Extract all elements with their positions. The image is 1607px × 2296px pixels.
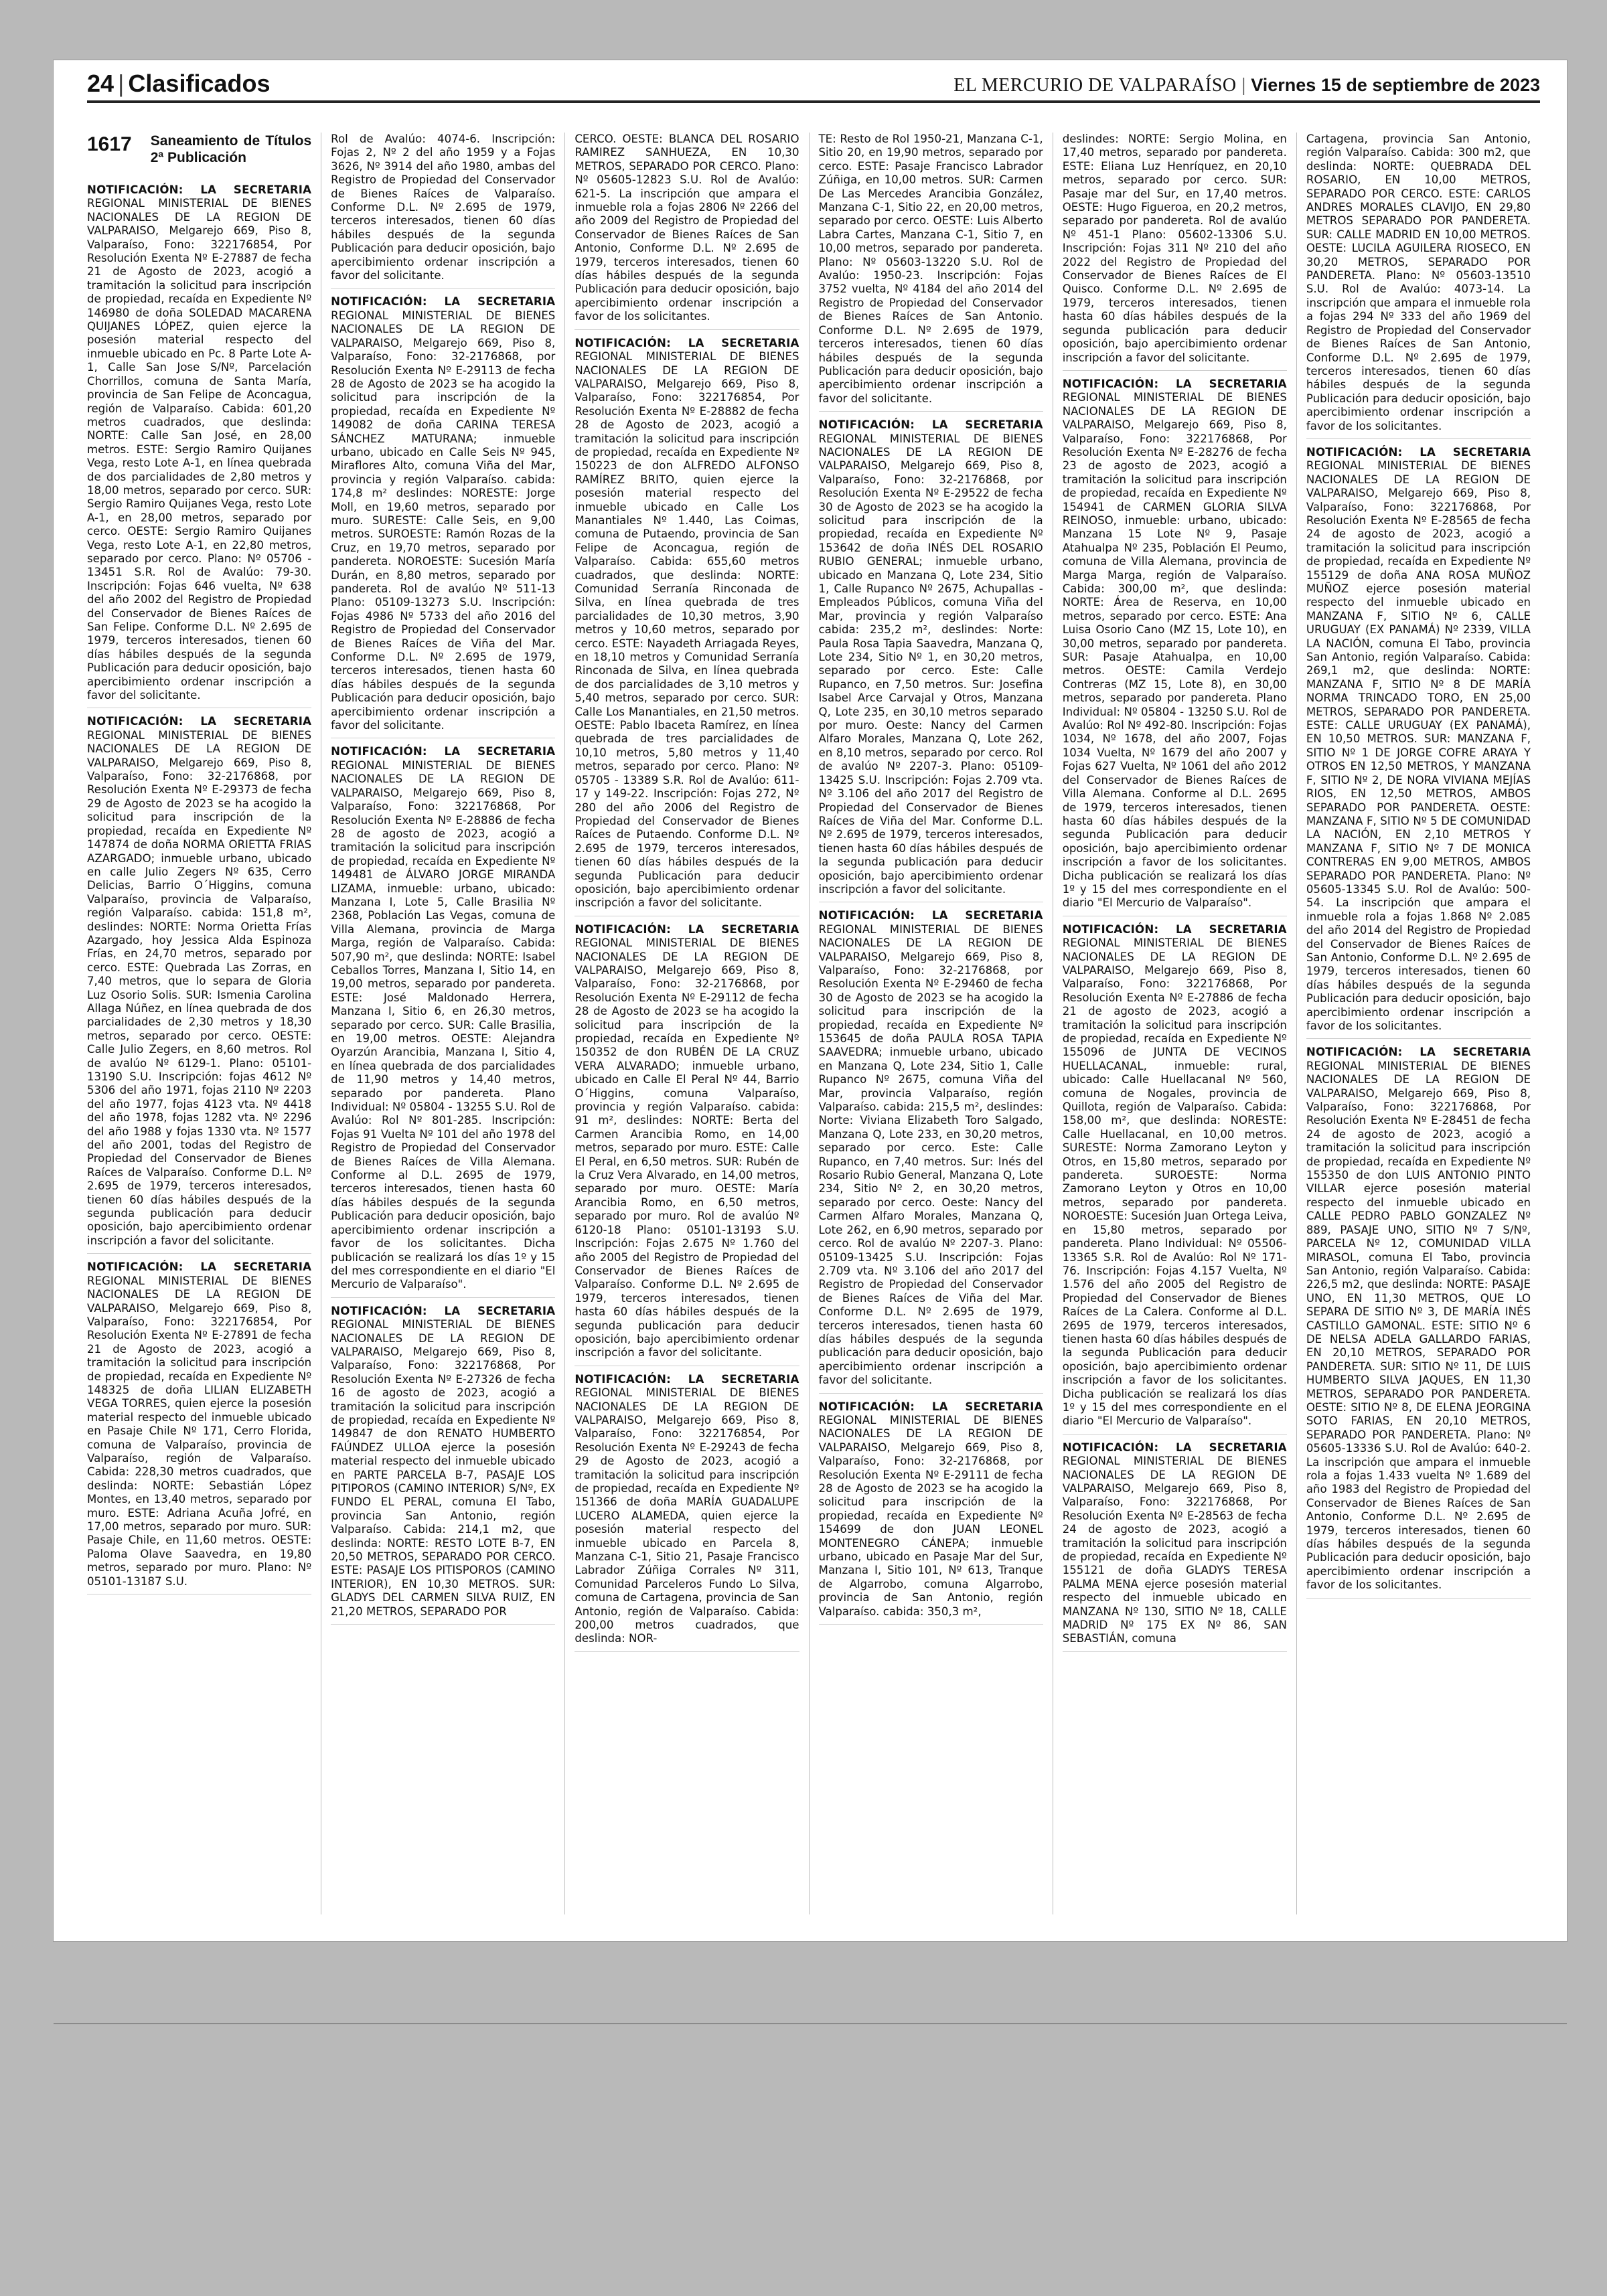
notice-body (331, 1305, 555, 1619)
notice-lead: NOTIFICACIÓN: LA SECRETARIA (87, 1260, 312, 1274)
notice-lead: NOTIFICACIÓN: LA SECRETARIA (575, 336, 799, 349)
classified-columns (87, 133, 1540, 1914)
notice-body (819, 133, 1043, 406)
notice-lead: NOTIFICACIÓN: LA SECRETARIA (331, 295, 556, 309)
notice-lead: NOTIFICACIÓN: LA SECRETARIA (818, 418, 1043, 432)
legal-notice (87, 1260, 311, 1594)
column-5 (1053, 133, 1296, 1914)
notice-text: REGIONAL MINISTERIAL DE BIENES NACIONALES DE LA REGION DE VALPARAISO, Melgarejo 669, Piso 8, Valparaíso, Fono: 322176854, Por Resolución Exenta Nº E-28882 de fecha 28 de Agosto de 2023, acogió a tramitación la solicitud para inscripción de propiedad, recaída en Expediente Nº 150223 de don ALFREDO ALFONSO RAMÍREZ BRITO, quien ejerce la posesión material respecto del inmueble ubicado en Calle Los Manantiales Nº 1.440, Las Coimas, comuna de Putaendo, provincia de San Felipe de Aconcagua, región de Valparaíso. Cabida: 655,60 metros cuadrados, que deslinda: NORTE: Comunidad Serranía Rinconada de Silva, en línea quebrada de tres parcialidades de 10,30 metros, 3,90 metros y 10,60 metros, separado por cerco. ESTE: Nayadeth Arriagada Reyes, en 18,10 metros y Comunidad Serranía Rinconada de Silva, en línea quebrada de dos parcialidades de 3,10 metros y 5,40 metros, separado por cerco. SUR: Calle Los Manantiales, en 21,50 metros. OESTE: Pablo Ibaceta Ramírez, en línea quebrada de tres parcialidades de 10,10 metros, 5,80 metros y 11,40 metros, separado por cerco. Plano: Nº 05705 - 13389 S.R. Rol de Avalúo: 611-17 y 149-22. Inscripción: Fojas 272, Nº 280 del año 2006 del Registro de Propiedad del Conservador de Bienes Raíces de Putaendo. Conforme D.L. Nº 2.695 de 1979, terceros interesados, tienen 60 días hábiles después de la segunda Publicación para deducir oposición, bajo apercibimiento ordenar inscripción a favor del solicitante. (575, 350, 799, 910)
notice-lead: NOTIFICACIÓN: LA SECRETARIA (1062, 1441, 1287, 1454)
issue-date: Viernes 15 de septiembre de 2023 (1251, 75, 1540, 95)
notice-continuation (575, 133, 799, 330)
notice-text: REGIONAL MINISTERIAL DE BIENES NACIONALES DE LA REGION DE VALPARAISO, Melgarejo 669, Piso 8, Valparaíso, Fono: 32-2176868, por Resolución Exenta Nº E-29522 de fecha 30 de Agosto de 2023 se ha acogido la solicitud para inscripción de la propiedad, recaída en Expediente Nº 153642 de doña INÉS DEL ROSARIO RUBIO GENERAL; inmueble urbano, ubicado en Manzana Q, Lote 234, Sitio 1, Calle Rupanco Nº 2675, Achupallas - Empleados Públicos, comuna Viña del Mar, provincia y región Valparaíso cabida: 235,2 m², deslindes: Norte: Paula Rosa Tapia Saavedra, Manzana Q, Lote 234, Sitio Nº 1, en 30,20 metros, separado por cerco. Este: Calle Rupanco, en 7,50 metros. Sur: Josefina Isabel Arce Carvajal y Otros, Manzana Q, Lote 235, en 30,10 metros separado por muro. Oeste: Nancy del Carmen Alfaro Morales, Manzana Q, Lote 262, en 8,10 metros, separado por cerco. Rol de avalúo Nº 2207-3. Plano: 05109-13425 S.U. Inscripción: Fojas 2.709 vta. Nº 3.106 del año 2017 del Registro de Propiedad del Conservador de Bienes Raíces de Viña del Mar. Conforme D.L. Nº 2.695 de 1979, terceros interesados, tienen hasta 60 días hábiles después de la segunda publicación para deducir oposición, bajo apercibimiento ordenar inscripción a favor del solicitante. (818, 432, 1043, 896)
notice-body (1063, 133, 1287, 365)
legal-notice (819, 418, 1043, 902)
notice-body (1063, 1441, 1287, 1646)
notice-text: Cartagena, provincia San Antonio, región Valparaíso. Cabida: 300 m2, que deslinda: NORTE: QUEBRADA DEL ROSARIO, EN 10,00 METROS, SEPARADO POR CERCO. ESTE: CARLOS ANDRES MORALES CLAVIJO, EN 29,80 METROS SEPARADO POR PANDERETA. SUR: CALLE MADRID EN 10,00 METROS. OESTE: LUCILA AGUILERA RIOSECO, EN 30,20 METROS, SEPARADO POR PANDERETA. Plano: Nº 05603-13510 S.U. Rol de Avalúo: 4073-14. La inscripción que ampara el inmueble rola a fojas 294 Nº 333 del año 1969 del Registro de Propiedad del Conservador de Bienes Raíces de San Antonio, Conforme D.L. Nº 2.695 de 1979, terceros interesados, tienen 60 días hábiles después de la segunda Publicación para deducir oposición, bajo apercibimiento ordenar inscripción a favor de los solicitantes. (1306, 133, 1531, 432)
legal-notice (819, 1400, 1043, 1625)
notice-lead: NOTIFICACIÓN: LA SECRETARIA (1062, 922, 1287, 936)
notice-body (819, 909, 1043, 1387)
column-1 (87, 133, 321, 1914)
notice-lead: NOTIFICACIÓN: LA SECRETARIA (87, 183, 312, 196)
notice-text: REGIONAL MINISTERIAL DE BIENES NACIONALES DE LA REGION DE VALPARAISO, Melgarejo 669, Piso 8, Valparaíso, Fono: 322176868, Por Resolución Exenta Nº E-28563 de fecha 24 de agosto de 2023, acogió a tramitación la solicitud para inscripción de propiedad, recaída en Expediente Nº 155121 de doña GLADYS TERESA PALMA MENA ejerce posesión material respecto del inmueble ubicado en MANZANA Nº 130, SITIO Nº 18, CALLE MADRID Nº 175 EX Nº 86, SAN SEBASTIÁN, comuna (1062, 1455, 1287, 1645)
notice-body (331, 745, 555, 1291)
section-name: Clasificados (128, 70, 271, 97)
notice-body (331, 295, 555, 732)
notice-body (575, 337, 799, 910)
notice-body (1306, 1046, 1531, 1592)
notice-text: CERCO. OESTE: BLANCA DEL ROSARIO RAMIREZ SANHUEZA, EN 10,30 METROS, SEPARADO POR CERCO. Plano: Nº 05605-12823 S.U. Rol de Avalúo: 621-5. La inscripción que ampara el inmueble rola a fojas 2806 Nº 2266 del año 2009 del Registro de Propiedad del Conservador de Bienes Raíces de San Antonio, Conforme D.L. Nº 2.695 de 1979, terceros interesados, tienen 60 días hábiles después de la segunda Publicación para deducir oposición, bajo apercibimiento ordenar inscripción a favor de los solicitantes. (575, 133, 799, 323)
notice-text: Rol de Avalúo: 4074-6. Inscripción: Fojas 2, Nº 2 del año 1959 y a Fojas 3626, Nº 3914 del año 1980, ambas del Registro de Propiedad del Conservador de Bienes Raíces de Valparaíso. Conforme D.L. Nº 2.695 de 1979, terceros interesados, tienen 60 días hábiles después de la segunda Publicación para deducir oposición, bajo apercibimiento ordenar inscripción a favor del solicitante. (331, 133, 556, 282)
notice-body (1063, 378, 1287, 910)
classified-title: Saneamiento de Títulos 2ª Publicación (150, 133, 312, 165)
notice-text: REGIONAL MINISTERIAL DE BIENES NACIONALES DE LA REGION DE VALPARAISO, Melgarejo 669, Piso 8, Valparaíso, Fono: 32-2176868, por Resolución Exenta Nº E-29460 de fecha 30 de Agosto de 2023 se ha acogido la solicitud para inscripción de la propiedad, recaída en Expediente Nº 153645 de doña PAULA ROSA TAPIA SAAVEDRA; inmueble urbano, ubicado en Manzana Q, Lote 234, Sitio 1, Calle Rupanco Nº 2675, comuna Viña del Mar, provincia Valparaíso, región Valparaíso. cabida: 215,5 m², deslindes: Norte: Viviana Elizabeth Toro Salgado, Manzana Q, Lote 233, en 30,20 metros, separado por cerco. Este: Calle Rupanco, en 7,40 metros. Sur: Inés del Rosario Rubio General, Manzana Q, Lote 234, Sitio Nº 2, en 30,20 metros, separado por cerco. Oeste: Nancy del Carmen Alfaro Morales, Manzana Q, Lote 262, en 6,90 metros, separado por cerco. Rol de avalúo Nº 2207-3. Plano: 05109-13425 S.U. Inscripción: Fojas 2.709 vta. Nº 3.106 del año 2017 del Registro de Propiedad del Conservador de Bienes Raíces de Viña del Mar. Conforme D.L. Nº 2.695 de 1979, terceros interesados, tienen hasta 60 días hábiles después de la segunda publicación para deducir oposición, bajo apercibimiento ordenar inscripción a favor del solicitante. (818, 922, 1043, 1387)
notice-body (1063, 923, 1287, 1428)
notice-text: REGIONAL MINISTERIAL DE BIENES NACIONALES DE LA REGION DE VALPARAISO, Melgarejo 669, Piso 8, Valparaíso, Fono: 322176868, Por Resolución Exenta Nº E-28886 de fecha 28 de agosto de 2023, acogió a tramitación la solicitud para inscripción de propiedad, recaída en Expediente Nº 149481 de ÁLVARO JORGE MIRANDA LIZAMA, inmueble: urbano, ubicado: Manzana I, Lote 5, Calle Brasilia Nº 2368, Población Las Vegas, comuna de Villa Alemana, provincia de Marga Marga, región de Valparaíso. Cabida: 507,90 m², que deslinda: NORTE: Isabel Ceballos Torres, Manzana I, Sitio 14, en 19,00 metros, separado por pandereta. ESTE: José Maldonado Herrera, Manzana I, Sitio 6, en 26,30 metros, separado por cerco. SUR: Calle Brasilia, en 19,00 metros. OESTE: Alejandra Oyarzún Arancibia, Manzana I, Sitio 4, en línea quebrada de dos parcialidades de 11,90 metros y 14,40 metros, separado por pandereta. Plano Individual: Nº 05804 - 13255 S.U. Rol de Avalúo: Rol Nº 801-285. Inscripción: Fojas 91 Vuelta Nº 101 del año 1978 del Registro de Propiedad del Conservador de Bienes Raíces de Villa Alemana. Conforme al D.L. 2695 de 1979, terceros interesados, tienen hasta 60 días hábiles después de la segunda Publicación para deducir oposición, bajo apercibimiento ordenar inscripción a favor de los solicitantes. Dicha publicación se realizará los días 1º y 15 del mes correspondiente en el diario "El Mercurio de Valparaíso". (331, 758, 556, 1291)
column-3 (564, 133, 808, 1914)
page-number-section (87, 70, 271, 98)
legal-notice (1306, 1046, 1531, 1598)
page-number: 24 (87, 70, 114, 97)
notice-text: REGIONAL MINISTERIAL DE BIENES NACIONALES DE LA REGION DE VALPARAISO, Melgarejo 669, Piso 8, Valparaíso, Fono: 322176868, Por Resolución Exenta Nº E-28276 de fecha 23 de agosto de 2023, acogió a tramitación la solicitud para inscripción de propiedad, recaída en Expediente Nº 154941 de CARMEN GLORIA SILVA REINOSO, inmueble: urbano, ubicado: Manzana 15 Lote Nº 9, Pasaje Atahualpa Nº 235, Población El Peumo, comuna de Villa Alemana, provincia de Marga Marga, región de Valparaíso. Cabida: 300,00 m², que deslinda: NORTE: Área de Reserva, en 10,00 metros, separado por cerco. ESTE: Ana Luisa Osorio Cano (MZ 15, Lote 10), en 30,00 metros, separado por pandereta. SUR: Pasaje Atahualpa, en 10,00 metros. OESTE: Camila Verdejo Contreras (MZ 15, Lote 8), en 30,00 metros, separado por pandereta. Plano Individual: Nº 05804 - 13250 S.U. Rol de Avalúo: Rol Nº 492-80. Inscripción: Fojas 1034, Nº 1678, del año 2007, Fojas 1034 Vuelta, Nº 1679 del año 2007 y Fojas 627 Vuelta, Nº 1061 del año 2012 del Conservador de Bienes Raíces de Villa Alemana. Conforme al D.L. 2695 de 1979, terceros interesados, tienen hasta 60 días hábiles después de la segunda Publicación para deducir oposición, bajo apercibimiento ordenar inscripción a favor de los solicitantes. Dicha publicación se realizará los días 1º y 15 del mes correspondiente en el diario "El Mercurio de Valparaíso". (1062, 391, 1287, 910)
newspaper-name: EL MERCURIO DE VALPARAÍSO (953, 75, 1237, 96)
page-header (87, 67, 1540, 103)
masthead (953, 75, 1540, 96)
notice-body (331, 133, 555, 282)
legal-notice (1063, 1441, 1287, 1652)
notice-lead: NOTIFICACIÓN: LA SECRETARIA (331, 745, 556, 758)
notice-text: REGIONAL MINISTERIAL DE BIENES NACIONALES DE LA REGION DE VALPARAISO, Melgarejo 669, Piso 8, Valparaíso, Fono: 322176868, Por Resolución Exenta Nº E-28451 de fecha 24 de agosto de 2023, acogió a tramitación la solicitud para inscripción de propiedad, recaída en Expediente Nº 155350 de don LUIS ANTONIO PINTO VILLAR ejerce posesión material respecto del inmueble ubicado en CALLE PEDRO PABLO GONZALEZ Nº 889, PASAJE UNO, SITIO Nº 7 S/Nº, PARCELA Nº 12, COMUNIDAD VILLA MIRASOL, comuna El Tabo, provincia San Antonio, región Valparaíso. Cabida: 226,5 m2, que deslinda: NORTE: PASAJE UNO, EN 11,30 METROS, QUE LO SEPARA DE SITIO Nº 3, DE MARÍA INÉS CASTILLO GAMONAL. ESTE: SITIO Nº 6 DE NELSA ADELA GALLARDO FARIAS, EN 20,10 METROS, SEPARADO POR PANDERETA. SUR: SITIO Nº 11, DE LUIS HUMBERTO SILVA JAQUES, EN 11,30 METROS, SEPARADO POR PANDERETA. OESTE: SITIO Nº 8, DE ELENA JEORGINA SOTO FARIAS, EN 20,10 METROS, SEPARADO POR PANDERETA. Plano: Nº 05605-13336 S.U. Rol de Avalúo: 640-2. La inscripción que ampara el inmueble rola a fojas 1.433 vuelta Nº 1.689 del año 1983 del Registro de Propiedad del Conservador de Bienes Raíces de San Antonio, Conforme D.L. Nº 2.695 de 1979, terceros interesados, tienen 60 días hábiles después de la segunda Publicación para deducir oposición, bajo apercibimiento ordenar inscripción a favor de los solicitantes. (1306, 1059, 1531, 1592)
legal-notice (331, 1305, 555, 1625)
notice-text: REGIONAL MINISTERIAL DE BIENES NACIONALES DE LA REGION DE VALPARAISO, Melgarejo 669, Piso 8, Valparaíso, Fono: 322176854, Por Resolución Exenta Nº E-27887 de fecha 21 de Agosto de 2023, acogió a tramitación la solicitud para inscripción de propiedad, recaída en Expediente Nº 146980 de doña SOLEDAD MACARENA QUIJANES LÓPEZ, quien ejerce la posesión material respecto del inmueble ubicado en Pc. 8 Parte Lote A-1, Calle San Jose S/Nº, Parcelación Chorrillos, comuna de Santa María, provincia de San Felipe de Aconcagua, región de Valparaíso. Cabida: 601,20 metros cuadrados, que deslinda: NORTE: Calle San José, en 28,00 metros. ESTE: Sergio Ramiro Quijanes Vega, resto Lote A-1, en línea quebrada de dos parcialidades de 2,80 metros y 18,00 metros, separado por cerco. SUR: Sergio Ramiro Quijanes Vega, resto Lote A-1, en 28,00 metros, separado por cerco. OESTE: Sergio Ramiro Quijanes Vega, resto Lote A-1, en 22,80 metros, separado por cerco. Plano: Nº 05706 - 13451 S.R. Rol de Avalúo: 79-30. Inscripción: Fojas 646 vuelta, Nº 638 del año 2002 del Registro de Propiedad del Conservador de Bienes Raíces de San Felipe. Conforme D.L. Nº 2.695 de 1979, terceros interesados, tienen 60 días hábiles después de la segunda Publicación para deducir oposición, bajo apercibimiento ordenar inscripción a favor del solicitante. (87, 197, 312, 702)
header-separator: | (118, 70, 125, 97)
column-4 (809, 133, 1053, 1914)
legal-notice (1063, 923, 1287, 1434)
legal-notice (575, 923, 799, 1366)
notice-body (87, 1260, 311, 1588)
masthead-separator: | (1241, 75, 1246, 96)
notice-lead: NOTIFICACIÓN: LA SECRETARIA (575, 922, 799, 936)
notice-lead: NOTIFICACIÓN: LA SECRETARIA (818, 909, 1043, 922)
notice-text: REGIONAL MINISTERIAL DE BIENES NACIONALES DE LA REGION DE VALPARAISO, Melgarejo 669, Piso 8, Valparaíso, Fono: 322176868, Por Resolución Exenta Nº E-27886 de fecha 21 de agosto de 2023, acogió a tramitación la solicitud para inscripción de propiedad, recaída en Expediente Nº 155096 de JUNTA DE VECINOS HUELLACANAL, inmueble: rural, ubicado: Calle Huellacanal Nº 560, comuna de Nogales, provincia de Quillota, región de Valparaíso. Cabida: 158,00 m², que deslinda: NORESTE: Calle Huellacanal, en 10,00 metros. SURESTE: Norma Zamorano Leyton y Otros, en 15,80 metros, separado por pandereta. SUROESTE: Norma Zamorano Leyton y Otros en 10,00 metros, separado por pandereta. NOROESTE: Sucesión Juan Ortega Leiva, en 15,80 metros, separado por pandereta. Plano Individual: Nº 05506-13365 S.R. Rol de Avalúo: Rol Nº 171-76. Inscripción: Fojas 4.157 Vuelta, Nº 1.576 del año 2005 del Registro de Propiedad del Conservador de Bienes Raíces de La Calera. Conforme al D.L. 2695 de 1979, terceros interesados, tienen hasta 60 días hábiles después de la segunda Publicación para deducir oposición, bajo apercibimiento ordenar inscripción a favor de los solicitantes. Dicha publicación se realizará los días 1º y 15 del mes correspondiente en el diario "El Mercurio de Valparaíso". (1062, 936, 1287, 1428)
legal-notice (1063, 378, 1287, 916)
notice-body (1306, 133, 1531, 433)
newspaper-page (54, 60, 1567, 1941)
notice-body (819, 418, 1043, 896)
legal-notice (575, 337, 799, 916)
legal-notice (87, 715, 311, 1254)
notice-text: REGIONAL MINISTERIAL DE BIENES NACIONALES DE LA REGION DE VALPARAISO, Melgarejo 669, Piso 8, Valparaíso, Fono: 322176854, Por Resolución Exenta Nº E-27891 de fecha 21 de Agosto de 2023, acogió a tramitación la solicitud para inscripción de propiedad, recaída en Expediente Nº 148325 de doña LILIAN ELIZABETH VEGA TORRES, quien ejerce la posesión material respecto del inmueble ubicado en Pasaje Chile Nº 171, Cerro Florida, comuna de Valparaíso, provincia de Valparaíso, región de Valparaíso. Cabida: 228,30 metros cuadrados, que deslinda: NORTE: Sebastián López Montes, en 13,40 metros, separado por muro. ESTE: Adriana Acuña Jofré, en 17,00 metros, separado por muro. SUR: Pasaje Chile, en 11,60 metros. OESTE: Paloma Olave Saavedra, en 19,80 metros, separado por muro. Plano: Nº 05101-13187 S.U. (87, 1274, 312, 1588)
column-2 (321, 133, 564, 1914)
notice-lead: NOTIFICACIÓN: LA SECRETARIA (818, 1400, 1043, 1413)
legal-notice (575, 1373, 799, 1652)
legal-notice (331, 295, 555, 738)
notice-continuation (819, 133, 1043, 412)
notice-body (575, 133, 799, 324)
notice-text: REGIONAL MINISTERIAL DE BIENES NACIONALES DE LA REGION DE VALPARAISO, Melgarejo 669, Piso 8, Valparaíso, Fono: 322176868, Por Resolución Exenta Nº E-27326 de fecha 16 de agosto de 2023, acogió a tramitación la solicitud para inscripción de propiedad, recaída en Expediente Nº 149847 de don RENATO HUMBERTO FAÚNDEZ ULLOA ejerce la posesión material respecto del inmueble ubicado en PARTE PARCELA B-7, PASAJE LOS PITIPOROS (CAMINO INTERIOR) S/Nº, EX FUNDO EL PERAL, comuna El Tabo, provincia San Antonio, región Valparaíso. Cabida: 214,1 m2, que deslinda: NORTE: RESTO LOTE B-7, EN 20,50 METROS, SEPARADO POR CERCO. ESTE: PASAJE LOS PITISPOROS (CAMINO INTERIOR), EN 10,30 METROS. SUR: GLADYS DEL CARMEN SILVA RUIZ, EN 21,20 METROS, SEPARADO POR (331, 1318, 556, 1618)
notice-body (1306, 446, 1531, 1033)
notice-text: deslindes: NORTE: Sergio Molina, en 17,40 metros, separado por pandereta. ESTE: Eliana Luz Henríquez, en 20,10 metros, separado por cerco. SUR: Pasaje mar del Sur, en 17,40 metros. OESTE: Hugo Figueroa, en 20,2 metros, separado por pandereta. Rol de avalúo Nº 451-1 Plano: 05602-13306 S.U. Inscripción: Fojas 311 Nº 210 del año 2022 del Registro de Propiedad del Conservador de Bienes Raíces de El Quisco. Conforme D.L. Nº 2.695 de 1979, terceros interesados, tienen hasta 60 días hábiles después de la segunda publicación para deducir oposición, bajo apercibimiento ordenar inscripción a favor del solicitante. (1062, 133, 1287, 364)
bottom-rule (54, 2023, 1567, 2024)
notice-lead: NOTIFICACIÓN: LA SECRETARIA (331, 1304, 556, 1317)
notice-body (575, 1373, 799, 1646)
notice-text: REGIONAL MINISTERIAL DE BIENES NACIONALES DE LA REGION DE VALPARAISO, Melgarejo 669, Piso 8, Valparaíso, Fono: 32-2176868, por Resolución Exenta Nº E-29113 de fecha 28 de Agosto de 2023 se ha acogido la solicitud para inscripción de la propiedad, recaída en Expediente Nº 149082 de doña CARINA TERESA SÁNCHEZ MATURANA; inmueble urbano, ubicado en Calle Seis Nº 945, Miraflores Alto, comuna Viña del Mar, provincia y región Valparaíso. cabida: 174,8 m² deslindes: NORESTE: Jorge Moll, en 19,60 metros, separado por muro. SURESTE: Calle Seis, en 9,00 metros. SUROESTE: Ramón Rozas de la Cruz, en 19,70 metros, separado por pandereta. NOROESTE: Sucesión María Durán, en 8,80 metros, separado por pandereta. Rol de avalúo Nº 511-13 Plano: 05109-13273 S.U. Inscripción: Fojas 4986 Nº 5733 del año 2016 del Registro de Propiedad del Conservador de Bienes Raíces de Viña del Mar. Conforme D.L. Nº 2.695 de 1979, terceros interesados, tienen hasta 60 días hábiles después de la segunda Publicación para deducir oposición, bajo apercibimiento ordenar inscripción a favor del solicitante. (331, 309, 556, 732)
notice-body (575, 923, 799, 1360)
notice-lead: NOTIFICACIÓN: LA SECRETARIA (87, 715, 312, 728)
notice-continuation (1063, 133, 1287, 371)
notice-text: REGIONAL MINISTERIAL DE BIENES NACIONALES DE LA REGION DE VALPARAISO, Melgarejo 669, Piso 8, Valparaíso, Fono: 32-2176868, por Resolución Exenta Nº E-29112 de fecha 28 de Agosto de 2023 se ha acogido la solicitud para inscripción de la propiedad, recaída en Expediente Nº 150352 de don RUBÉN DE LA CRUZ VERA ALVARADO; inmueble urbano, ubicado en Calle El Peral Nº 44, Barrio O´Higgins, comuna Valparaíso, provincia y región Valparaíso. cabida: 91 m², deslindes: NORTE: Berta del Carmen Arancibia Romo, en 14,00 metros, separado por muro. ESTE: Calle El Peral, en 6,50 metros. SUR: Rubén de la Cruz Vera Alvarado, en 14,00 metros, separado por muro. OESTE: María Arancibia Romo, en 6,50 metros, separado por muro. Rol de avalúo Nº 6120-18 Plano: 05101-13193 S.U. Inscripción: Fojas 2.675 Nº 1.760 del año 2005 del Registro de Propiedad del Conservador de Bienes Raíces de Valparaíso. Conforme D.L. Nº 2.695 de 1979, terceros interesados, tienen hasta 60 días hábiles después de la segunda publicación para deducir oposición, bajo apercibimiento ordenar inscripción a favor del solicitante. (575, 936, 799, 1360)
notice-text: TE: Resto de Rol 1950-21, Manzana C-1, Sitio 20, en 19,90 metros, separado por cerco. ESTE: Pasaje Francisco Labrador Zúñiga, en 10,00 metros. SUR: Carmen De Las Mercedes Arancibia González, Manzana C-1, Sitio 22, en 20,00 metros, separado por cerco. OESTE: Luis Alberto Labra Cartes, Manzana C-1, Sitio 7, en 10,00 metros, separado por pandereta. Plano: Nº 05603-13220 S.U. Rol de Avalúo: 1950-23. Inscripción: Fojas 3752 vuelta, Nº 4184 del año 2014 del Registro de Propiedad del Conservador de Bienes Raíces de San Antonio. Conforme D.L. Nº 2.695 de 1979, terceros interesados, tienen 60 días hábiles después de la segunda Publicación para deducir oposición, bajo apercibimiento ordenar inscripción a favor del solicitante. (818, 133, 1043, 405)
notice-body (87, 715, 311, 1248)
legal-notice (87, 183, 311, 708)
notice-text: REGIONAL MINISTERIAL DE BIENES NACIONALES DE LA REGION DE VALPARAISO, Melgarejo 669, Piso 8, Valparaíso, Fono: 322176868, Por Resolución Exenta Nº E-28565 de fecha 24 de agosto de 2023, acogió a tramitación la solicitud para inscripción de propiedad, recaída en Expediente Nº 155129 de doña ANA ROSA MUÑOZ MUÑOZ ejerce posesión material respecto del inmueble ubicado en MANZANA F, SITIO Nº 6, CALLE URUGUAY (EX PANAMÁ) Nº 2339, VILLA LA NACIÓN, comuna El Tabo, provincia San Antonio, región Valparaíso. Cabida: 269,1 m2, que deslinda: NORTE: MANZANA F, SITIO Nº 8 DE MARÍA NORMA TRINCADO TORO, EN 25,00 METROS, SEPARADO POR PANDERETA. ESTE: CALLE URUGUAY (EX PANAMÁ), EN 10,50 METROS. SUR: MANZANA F, SITIO Nº 1 DE JORGE COFRE ARAYA Y OTROS EN 12,50 METROS, Y MANZANA F, SITIO Nº 2, DE NORA VIVIANA MEJÍAS RIOS, EN 12,50 METROS, AMBOS SEPARADO POR PANDERETA. OESTE: MANZANA F, SITIO Nº 5 DE COMUNIDAD LA NACIÓN, EN 2,10 METROS Y MANZANA F, SITIO Nº 7 DE MONICA CONTRERAS EN 9,00 METROS, AMBOS SEPARADO POR PANDERETA. Plano: Nº 05605-13345 S.U. Rol de Avalúo: 500-54. La inscripción que ampara el inmueble rola a fojas 1.868 Nº 2.085 del año 2014 del Registro de Propiedad del Conservador de Bienes Raíces de San Antonio, Conforme D.L. Nº 2.695 de 1979, terceros interesados, tienen 60 días hábiles después de la segunda Publicación para deducir oposición, bajo apercibimiento ordenar inscripción a favor de los solicitantes. (1306, 459, 1531, 1032)
notice-text: REGIONAL MINISTERIAL DE BIENES NACIONALES DE LA REGION DE VALPARAISO, Melgarejo 669, Piso 8, Valparaíso, Fono: 32-2176868, por Resolución Exenta Nº E-29111 de fecha 28 de Agosto de 2023 se ha acogido la solicitud para inscripción de la propiedad, recaída en Expediente Nº 154699 de don JUAN LEONEL MONTENEGRO CÁNEPA; inmueble urbano, ubicado en Pasaje Mar del Sur, Manzana I, Sitio 101, Nº 613, Tranque de Algarrobo, comuna Algarrobo, provincia de San Antonio, región Valparaíso. cabida: 350,3 m², (818, 1413, 1043, 1618)
notice-text: REGIONAL MINISTERIAL DE BIENES NACIONALES DE LA REGION DE VALPARAISO, Melgarejo 669, Piso 8, Valparaíso, Fono: 322176854, Por Resolución Exenta Nº E-29243 de fecha 29 de Agosto de 2023, acogió a tramitación la solicitud para inscripción de propiedad, recaída en Expediente Nº 151366 de doña MARÍA GUADALUPE LUCERO ALAMEDA, quien ejerce la posesión material respecto del inmueble ubicado en Parcela 8, Manzana C-1, Sitio 21, Pasaje Francisco Labrador Zúñiga Corrales Nº 311, Comunidad Parceleros Fundo Lo Silva, comuna de Cartagena, provincia de San Antonio, región de Valparaíso. Cabida: 200,00 metros cuadrados, que deslinda: NOR- (575, 1386, 799, 1645)
notice-continuation (331, 133, 555, 289)
notice-lead: NOTIFICACIÓN: LA SECRETARIA (1062, 377, 1287, 390)
legal-notice (1306, 446, 1531, 1039)
notice-lead: NOTIFICACIÓN: LA SECRETARIA (1306, 1046, 1531, 1059)
notice-body (819, 1400, 1043, 1619)
notice-body (87, 183, 311, 702)
notice-lead: NOTIFICACIÓN: LA SECRETARIA (1306, 445, 1531, 459)
legal-notice (331, 745, 555, 1297)
notice-lead: NOTIFICACIÓN: LA SECRETARIA (575, 1372, 799, 1386)
legal-notice (819, 909, 1043, 1393)
classified-section-head (87, 133, 311, 166)
notice-text: REGIONAL MINISTERIAL DE BIENES NACIONALES DE LA REGION DE VALPARAISO, Melgarejo 669, Piso 8, Valparaíso, Fono: 32-2176868, por Resolución Exenta Nº E-29373 de fecha 29 de Agosto de 2023 se ha acogido la solicitud para inscripción de la propiedad, recaída en Expediente Nº 147874 de doña NORMA ORIETTA FRIAS AZARGADO; inmueble urbano, ubicado en calle Julio Zegers Nº 635, Cerro Delicias, Barrio O´Higgins, comuna Valparaíso, provincia de Valparaíso, región Valparaíso. cabida: 151,8 m², deslindes: NORTE: Norma Orietta Frías Azargado, hoy Jessica Alda Espinoza Frías, en 24,70 metros, separado por cerco. ESTE: Quebrada Las Zorras, en 7,40 metros, que lo separa de Gloria Luz Osorio Solis. SUR: Ismenia Carolina Allaga Núñez, en línea quebrada de dos parcialidades de 2,30 metros y 18,30 metros, separado por cerco. OESTE: Calle Julio Zegers, en 8,60 metros. Rol de avalúo Nº 6129-1. Plano: 05101-13190 S.U. Inscripción: fojas 4612 Nº 5306 del año 1971, fojas 2110 Nº 2203 del año 1977, fojas 4123 vta. Nº 4418 del año 1978, fojas 1282 vta. Nº 2296 del año 1988 y fojas 1330 vta. Nº 1577 del año 2001, todas del Registro de Propiedad del Conservador de Bienes Raíces de Valparaíso. Conforme D.L. Nº 2.695 de 1979, terceros interesados, tienen 60 días hábiles después de la segunda publicación para deducir oposición, bajo apercibimiento ordenar inscripción a favor del solicitante. (87, 728, 312, 1247)
notice-continuation (1306, 133, 1531, 439)
classified-code: 1617 (87, 133, 132, 155)
column-6 (1296, 133, 1540, 1914)
